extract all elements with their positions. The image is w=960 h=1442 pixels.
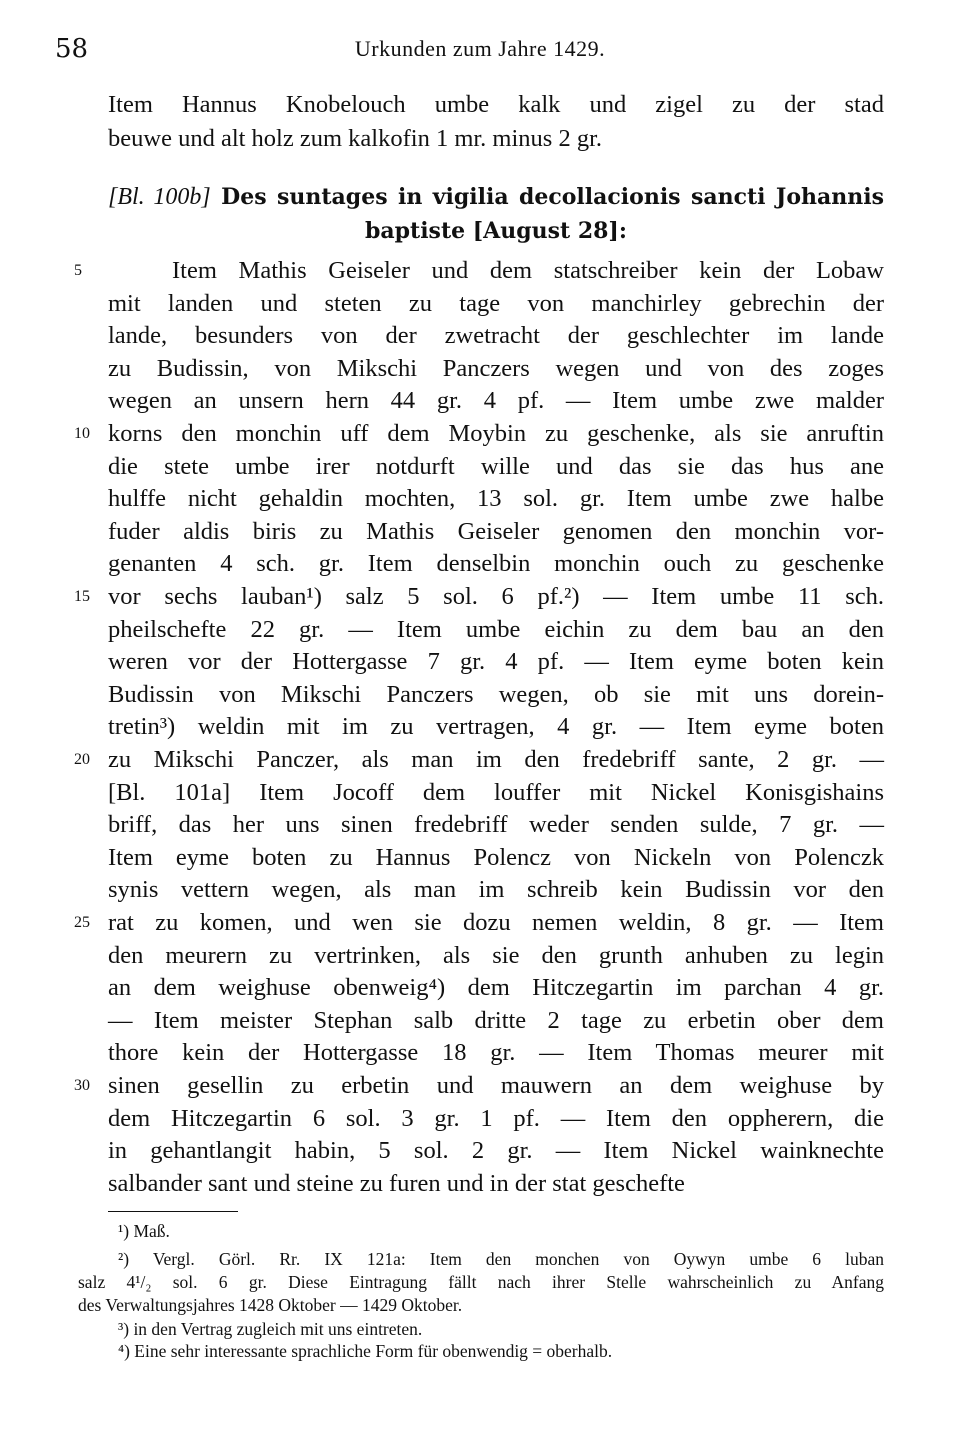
- footnote-line: salz 4¹/₂ sol. 6 gr. Diese Eintragung fällt nach ihrer Stelle wahrscheinlich zu Anfang: [78, 1272, 884, 1292]
- footnote-line: ³) in den Vertrag zugleich mit uns eintreten.: [118, 1319, 423, 1339]
- text-line: zu Budissin, von Mikschi Panczers wegen und von des zoges: [108, 354, 884, 382]
- margin-line-number: 30: [74, 1077, 90, 1094]
- text-line: pheilschefte 22 gr. — Item umbe eichin zu dem bau an den: [108, 615, 884, 643]
- page-number: 58: [55, 34, 89, 64]
- footnote-line: ²) Vergl. Görl. Rr. IX 121a: Item den monchen von Oywyn umbe 6 luban: [118, 1249, 884, 1269]
- text-line: Item Mathis Geiseler und dem statschreiber kein der Lobaw: [172, 257, 884, 284]
- text-line: an dem weighuse obenweig⁴) dem Hitczegartin im parchan 4 gr.: [108, 974, 884, 1002]
- text-line: genanten 4 sch. gr. Item denselbin monchin ouch zu geschenke: [108, 550, 884, 578]
- page-header: [0, 34, 960, 70]
- text-line: salbander sant und steine zu furen und in der stat geschefte: [108, 1169, 685, 1197]
- text-line: wegen an unsern hern 44 gr. 4 pf. — Item umbe zwe malder: [108, 387, 884, 415]
- text-line: [Bl. 101a] Item Jocoff dem louffer mit Nickel Konisgishains: [108, 778, 884, 806]
- text-line: briff, das her uns sinen fredebriff weder senden sulde, 7 gr. —: [108, 811, 884, 839]
- text-line: den meurern zu vertrinken, als sie den grunth anhuben zu legin: [108, 941, 884, 969]
- margin-line-number: 10: [74, 425, 90, 442]
- footnote-line: des Verwaltungsjahres 1428 Oktober — 1429 Oktober.: [78, 1295, 463, 1315]
- intro-line: beuwe und alt holz zum kalkofin 1 mr. minus 2 gr.: [108, 125, 603, 152]
- footnote-line: ¹) Maß.: [118, 1221, 170, 1241]
- text-line: sinen gesellin zu erbetin und mauwern an dem weighuse by: [108, 1072, 884, 1099]
- text-line: Budissin von Mikschi Panczers wegen, ob sie mit uns dorein-: [108, 680, 884, 708]
- section-heading: [108, 180, 884, 214]
- text-line: dem Hitczegartin 6 sol. 3 gr. 1 pf. — Item den oppherern, die: [108, 1104, 884, 1132]
- text-line: thore kein der Hottergasse 18 gr. — Item Thomas meurer mit: [108, 1039, 884, 1067]
- folio-reference: [Bl. 100b]: [108, 184, 211, 210]
- text-line: die stete umbe irer notdurft wille und das sie das hus ane: [108, 452, 884, 480]
- text-line: synis vettern wegen, als man im schreib kein Budissin vor den: [108, 876, 884, 904]
- text-line: in gehantlangit habin, 5 sol. 2 gr. — Item Nickel wainknechte: [108, 1137, 884, 1165]
- margin-line-number: 20: [74, 751, 90, 768]
- text-line: weren vor der Hottergasse 7 gr. 4 pf. — Item eyme boten kein: [108, 648, 884, 676]
- text-line: rat zu komen, und wen sie dozu nemen weldin, 8 gr. — Item: [108, 909, 884, 936]
- text-line: korns den monchin uff dem Moybin zu geschenke, als sie anruftin: [108, 420, 884, 447]
- text-line: hulffe nicht gehaldin mochten, 13 sol. gr. Item umbe zwe halbe: [108, 485, 884, 513]
- text-line: tretin³) weldin mit im zu vertragen, 4 gr. — Item eyme boten: [108, 713, 884, 741]
- margin-line-number: 5: [74, 262, 82, 279]
- text-line: fuder aldis biris zu Mathis Geiseler genomen den monchin vor-: [108, 517, 884, 545]
- heading-text: Des suntages in vigilia decollacionis sancti Johannis: [221, 184, 884, 210]
- intro-line: Item Hannus Knobelouch umbe kalk und zigel zu der stad: [108, 91, 884, 118]
- footnote-line: ⁴) Eine sehr interessante sprachliche Form für obenwendig = oberhalb.: [118, 1341, 613, 1361]
- text-line: zu Mikschi Panczer, als man im den fredebriff sante, 2 gr. —: [108, 746, 884, 773]
- margin-line-number: 25: [74, 914, 90, 931]
- text-line: mit landen und steten zu tage von manchirley gebrechin der: [108, 289, 884, 317]
- text-line: Item eyme boten zu Hannus Polencz von Nickeln von Polenczk: [108, 843, 884, 871]
- running-title: Urkunden zum Jahre 1429.: [354, 36, 606, 61]
- margin-line-number: 15: [74, 588, 90, 605]
- text-line: — Item meister Stephan salb dritte 2 tage zu erbetin ober dem: [108, 1006, 884, 1034]
- text-line: vor sechs lauban¹) salz 5 sol. 6 pf.²) — Item umbe 11 sch.: [108, 583, 884, 610]
- section-heading-line2: baptiste [August 28]:: [365, 218, 627, 244]
- footnote-rule: [108, 1211, 238, 1212]
- text-line: lande, besunders von der zwetracht der geschlechter im lande: [108, 322, 884, 350]
